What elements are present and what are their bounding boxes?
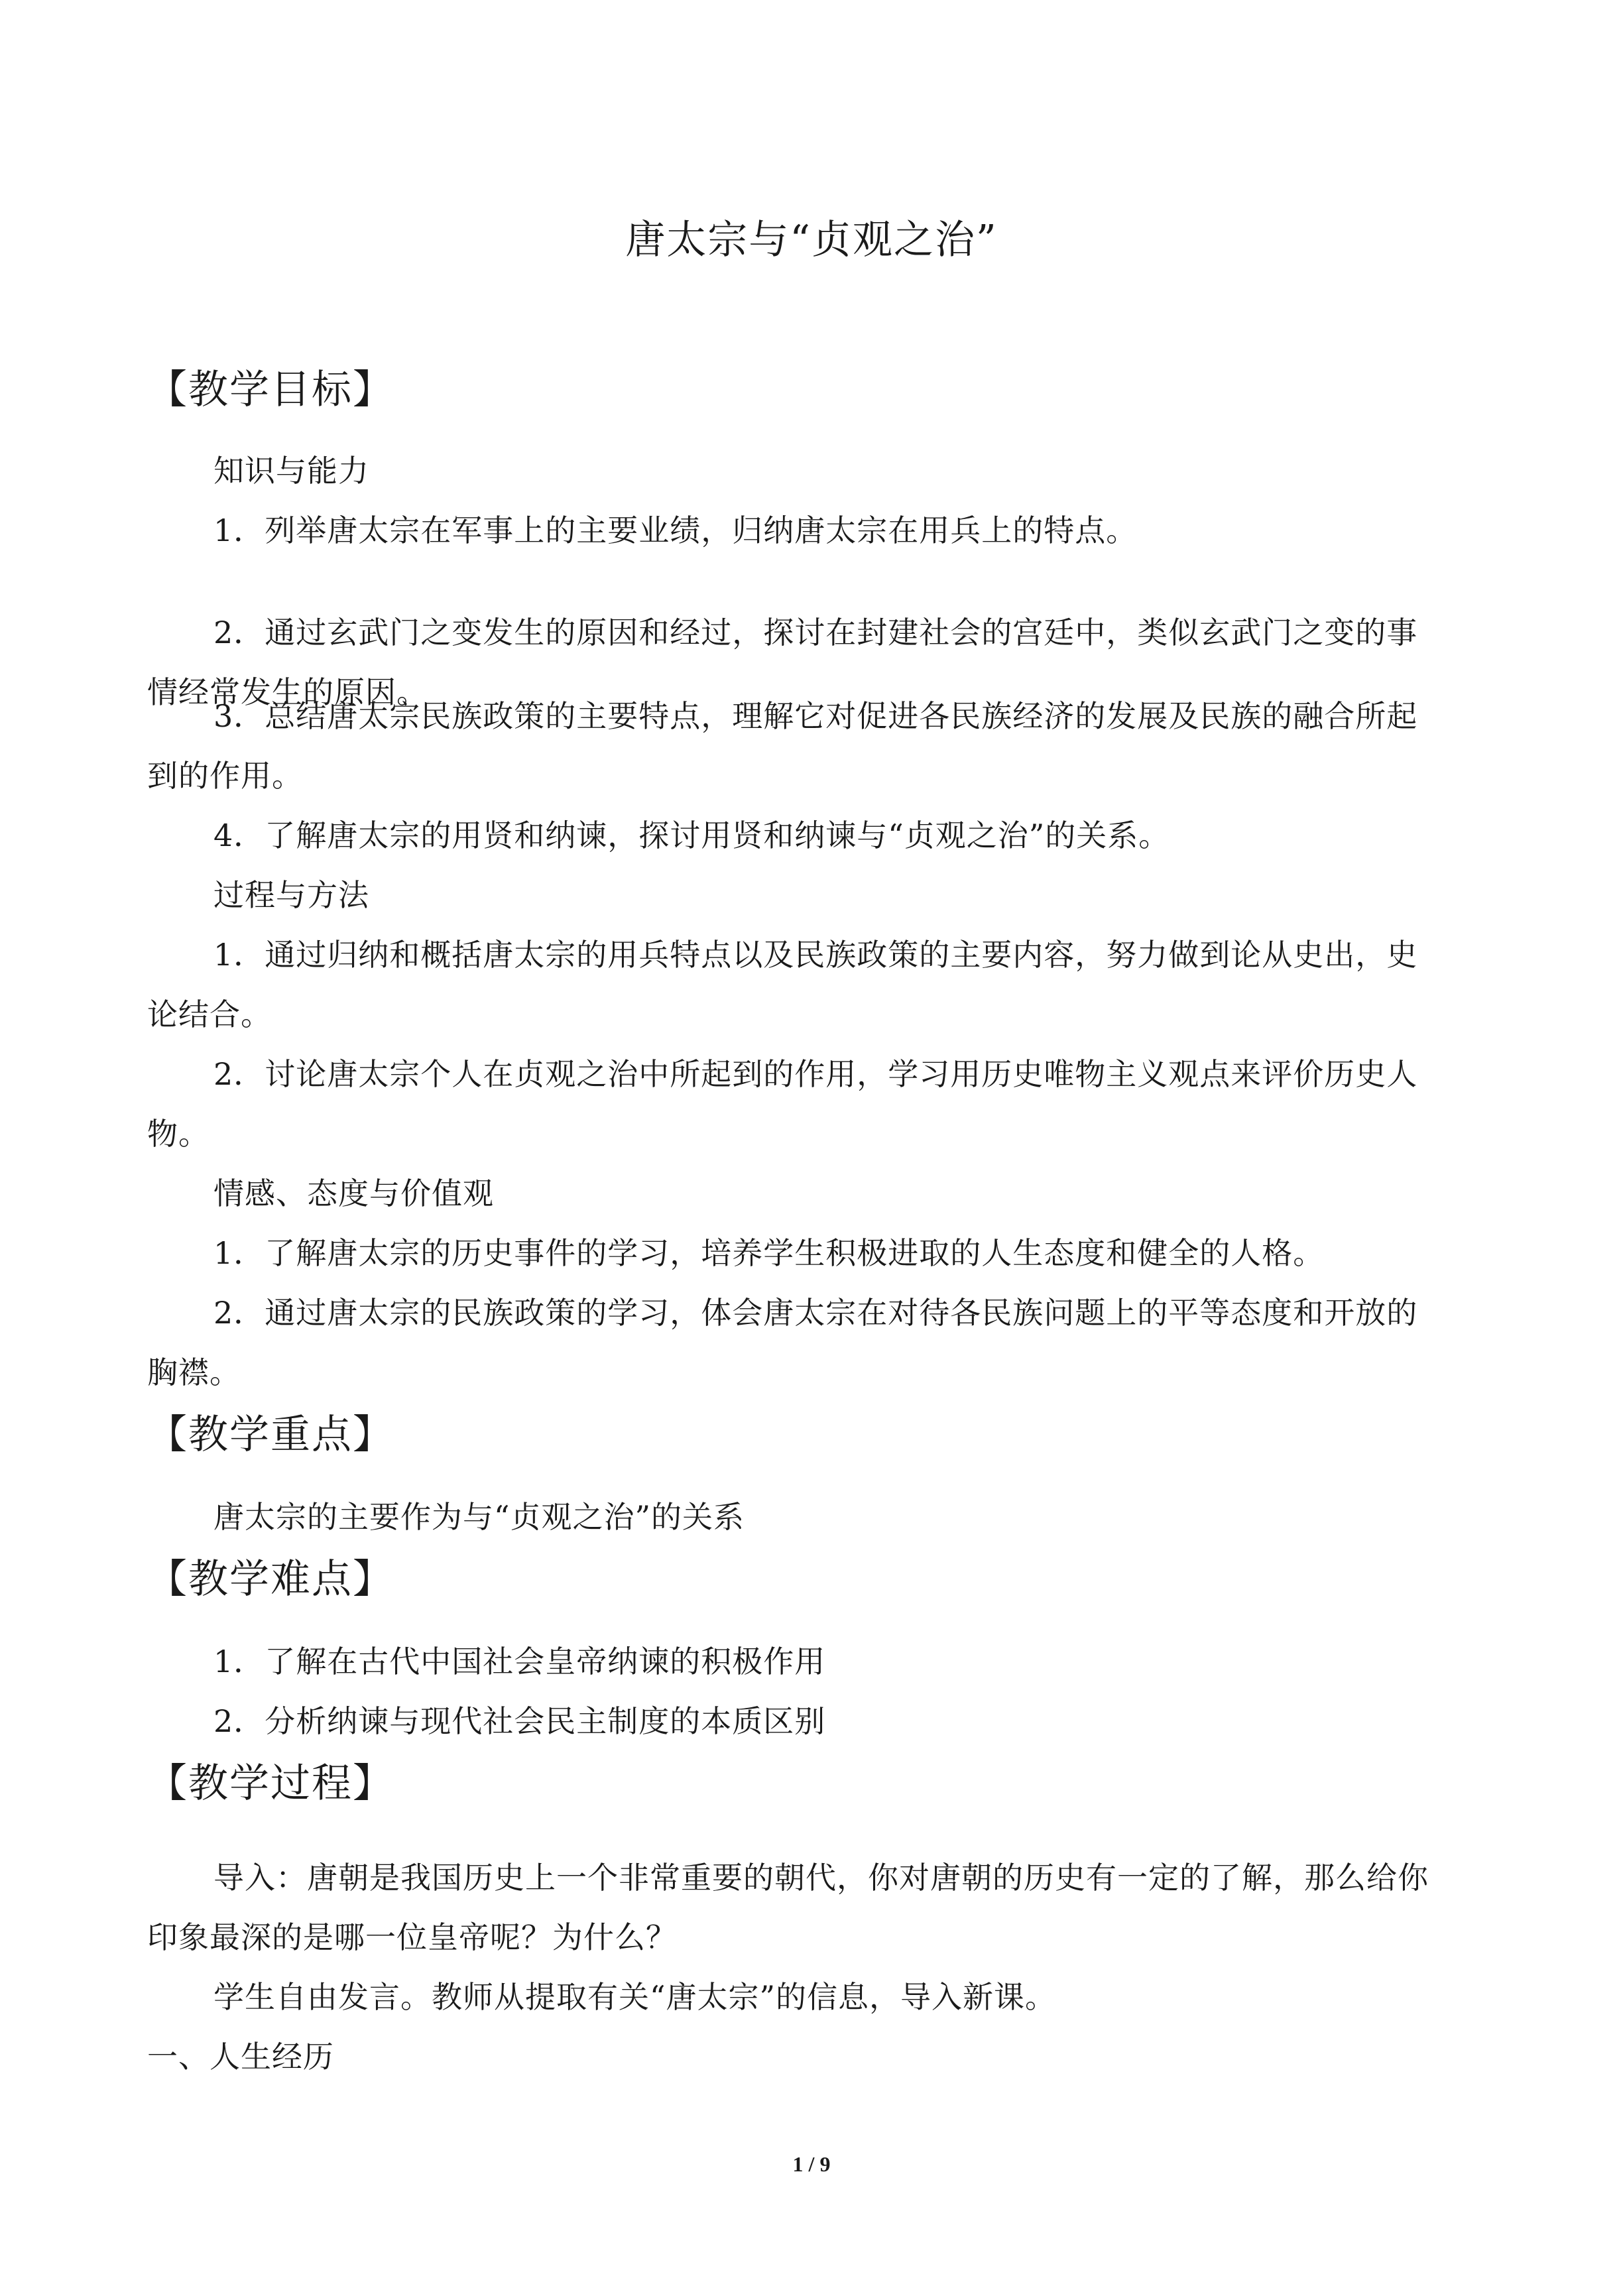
intro-line1: 导入：唐朝是我国历史上一个非常重要的朝代，你对唐朝的历史有一定的了解，那么给你 <box>213 1860 1429 1896</box>
process-method-label: 过程与方法 <box>213 877 369 913</box>
heading-process: 【教学过程】 <box>147 1760 394 1807</box>
page-number: 1 / 9 <box>792 2152 831 2176</box>
objective-k1: 1．列举唐太宗在军事上的主要业绩，归纳唐太宗在用兵上的特点。 <box>213 513 1138 548</box>
document-title: 唐太宗与“贞观之治” <box>625 217 998 263</box>
objective-p2-line2: 物。 <box>147 1116 210 1152</box>
difficulty-2: 2．分析纳谏与现代社会民主制度的本质区别 <box>213 1703 826 1739</box>
difficulty-1: 1．了解在古代中国社会皇帝纳谏的积极作用 <box>213 1644 826 1679</box>
heading-key-points: 【教学重点】 <box>147 1412 394 1458</box>
knowledge-label: 知识与能力 <box>213 453 369 489</box>
key-point-text: 唐太宗的主要作为与“贞观之治”的关系 <box>213 1499 745 1535</box>
objective-e1: 1．了解唐太宗的历史事件的学习，培养学生积极进取的人生态度和健全的人格。 <box>213 1235 1325 1271</box>
objective-e2-line2: 胸襟。 <box>147 1355 241 1390</box>
heading-objectives: 【教学目标】 <box>147 367 394 413</box>
objective-k2-line2: 情经常发生的原因。 <box>147 674 428 710</box>
objective-k2-line1: 2．通过玄武门之变发生的原因和经过，探讨在封建社会的宫廷中，类似玄武门之变的事 <box>213 615 1418 650</box>
objective-k3-line1: 3．总结唐太宗民族政策的主要特点，理解它对促进各民族经济的发展及民族的融合所起 <box>213 698 1418 734</box>
part-one-heading: 一、人生经历 <box>147 2039 334 2075</box>
objective-p1-line1: 1．通过归纳和概括唐太宗的用兵特点以及民族政策的主要内容，努力做到论从史出，史 <box>213 937 1418 973</box>
objective-k3-line2: 到的作用。 <box>147 758 303 794</box>
objective-p2-line1: 2．讨论唐太宗个人在贞观之治中所起到的作用，学习用历史唯物主义观点来评价历史人 <box>213 1056 1418 1092</box>
objective-p1-line2: 论结合。 <box>147 997 272 1032</box>
intro-line2: 印象最深的是哪一位皇帝呢？为什么？ <box>147 1919 677 1955</box>
objective-e2-line1: 2．通过唐太宗的民族政策的学习，体会唐太宗在对待各民族问题上的平等态度和开放的 <box>213 1295 1418 1331</box>
heading-difficulties: 【教学难点】 <box>147 1556 394 1602</box>
emotion-label: 情感、态度与价值观 <box>213 1176 494 1211</box>
objective-k4: 4．了解唐太宗的用贤和纳谏，探讨用贤和纳谏与“贞观之治”的关系。 <box>213 817 1170 853</box>
intro-line3: 学生自由发言。教师从提取有关“唐太宗”的信息，导入新课。 <box>213 1979 1057 2015</box>
